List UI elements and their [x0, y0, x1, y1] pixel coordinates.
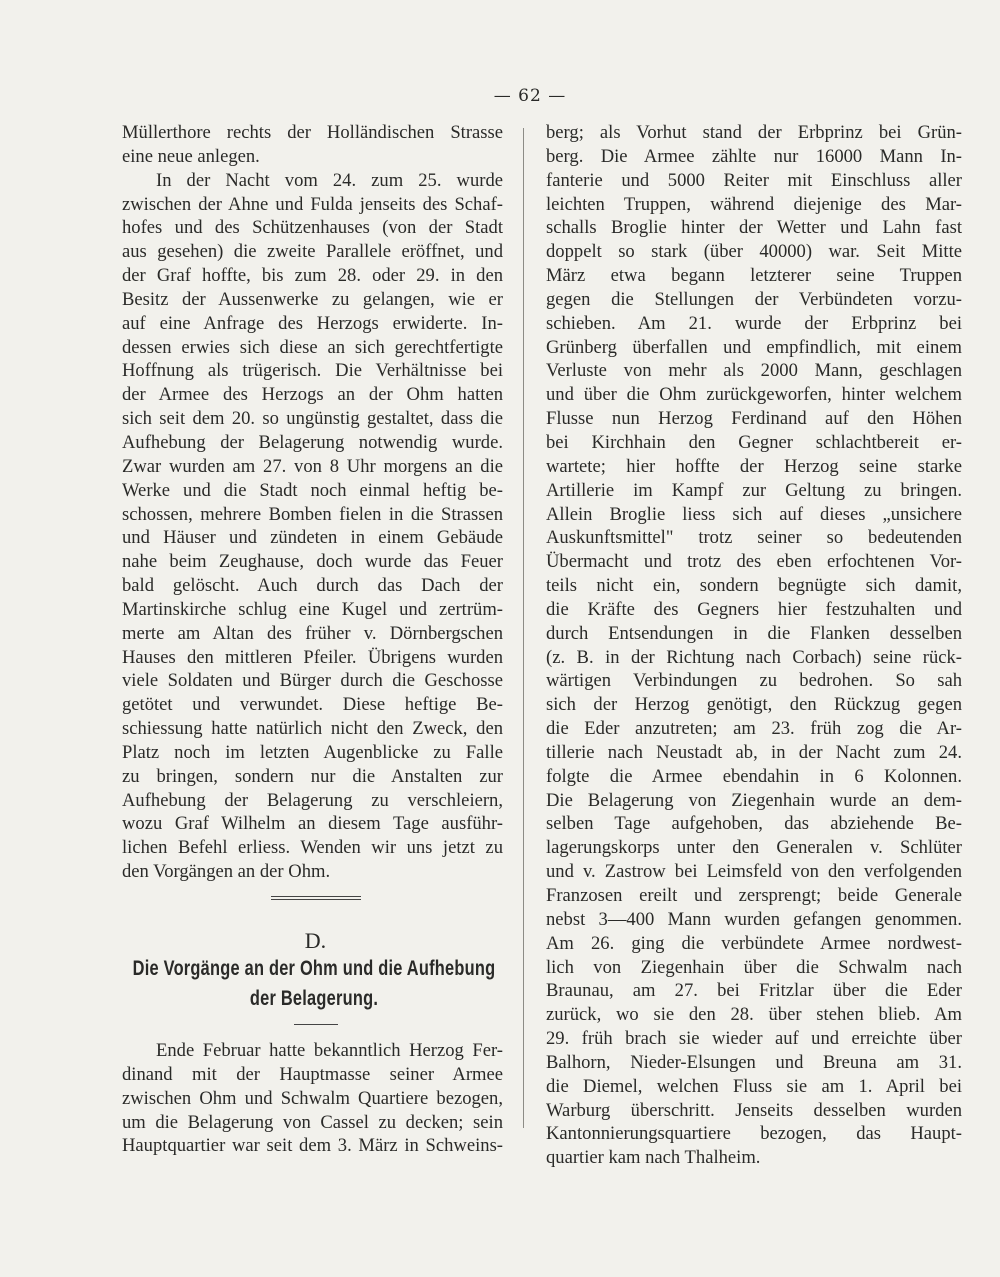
- text-line: In der Nacht vom 24. zum 25. wurde: [156, 169, 503, 191]
- text-line: um die Belagerung von Cassel zu decken; sein: [122, 1111, 503, 1133]
- text-line: nahe beim Zeughause, doch wurde das Feuer: [122, 551, 503, 573]
- text-line: merte am Altan des früher v. Dörnbergschen: [122, 622, 503, 644]
- text-line: sich der Herzog genötigt, den Rückzug gegen: [546, 694, 962, 716]
- text-line: und Häuser und zündeten in einem Gebäude: [122, 527, 503, 549]
- text-line: schalls Broglie hinter der Wetter und Lahn fast: [546, 217, 962, 239]
- left-column: [122, 121, 503, 1158]
- text-line: folgte die Armee ebendahin in 6 Kolonnen.: [546, 765, 962, 787]
- text-line: hofes und des Schützenhauses (von der Stadt: [122, 217, 503, 239]
- text-line: wärtigen Verbindungen zu bedrohen. So sah: [546, 670, 962, 692]
- page-number: — 62 —: [493, 86, 567, 106]
- text-line: wozu Graf Wilhelm an diesem Tage ausführ-: [122, 813, 503, 835]
- text-line: Hauses den mittleren Pfeiler. Übrigens wurden: [122, 646, 503, 668]
- text-line: gegen die Stellungen der Verbündeten vorzu-: [546, 288, 962, 310]
- text-line: Werke und die Stadt noch einmal heftig be-: [122, 479, 503, 501]
- section-divider-double: [271, 896, 361, 900]
- text-line: Ende Februar hatte bekanntlich Herzog Fer-: [156, 1040, 503, 1061]
- text-line: Zwar wurden am 27. von 8 Uhr morgens an die: [122, 455, 503, 477]
- text-line: zwischen der Ahne und Fulda jenseits des Schaf-: [122, 193, 503, 215]
- text-line: schossen, mehrere Bomben fielen in die Strassen: [122, 503, 503, 525]
- text-line: berg. Die Armee zählte nur 16000 Mann In-: [546, 145, 962, 167]
- text-line: die Diemel, welchen Fluss sie am 1. April bei: [546, 1075, 962, 1097]
- text-line: schiessung hatte natürlich nicht den Zweck, den: [122, 718, 503, 740]
- right-column: [546, 121, 962, 1170]
- text-line: Müllerthore rechts der Holländischen Strasse: [122, 122, 503, 143]
- text-line: fanterie und 5000 Reiter mit Einschluss aller: [546, 169, 962, 191]
- paragraph-3: [122, 1039, 503, 1158]
- text-line: selben Tage aufgehoben, das abziehende Be-: [546, 813, 962, 835]
- text-line: Martinskirche schlug eine Kugel und zertrüm-: [122, 598, 503, 620]
- text-line: Balhorn, Nieder-Elsungen und Breuna am 31.: [546, 1051, 962, 1073]
- text-line: aus gesehen) die zweite Parallele eröffnet, und: [122, 241, 503, 263]
- section-title-line: der Belagerung.: [249, 987, 379, 1010]
- text-line: Grünberg überfallen und empfindlich, mit einem: [546, 336, 962, 358]
- paragraph-1: [122, 121, 503, 169]
- text-line: wartete; hier hoffte der Herzog seine starke: [546, 455, 962, 477]
- text-line: 29. früh brach sie wieder auf und erreichte über: [546, 1028, 962, 1050]
- text-line: Flusse nun Herzog Ferdinand auf den Höhen: [546, 408, 962, 430]
- text-line: Am 26. ging die verbündete Armee nordwest-: [546, 932, 962, 954]
- text-line: die Eder anzutreten; am 23. früh zog die Ar-: [546, 718, 962, 740]
- text-line: Hauptquartier war seit dem 3. März in Schweins-: [122, 1135, 503, 1157]
- text-line: Aufhebung der Belagerung notwendig wurde.: [122, 431, 503, 453]
- text-line: auf eine Anfrage des Herzogs erwiderte. In-: [122, 312, 503, 334]
- text-line: getötet und verwundet. Diese heftige Be-: [122, 694, 503, 716]
- text-line: Auskunftsmittel" trotz seiner so bedeutenden: [546, 527, 962, 549]
- text-line: lichen Befehl erliess. Wenden wir uns jetzt zu: [122, 837, 503, 859]
- text-line: Braunau, am 27. bei Fritzlar über die Eder: [546, 980, 962, 1002]
- text-line: Platz noch im letzten Augenblicke zu Falle: [122, 741, 503, 763]
- text-line: zwischen Ohm und Schwalm Quartiere bezogen,: [122, 1087, 503, 1109]
- text-line: Artillerie im Kampf zur Geltung zu bringen.: [546, 479, 962, 501]
- text-line: Verluste von mehr als 2000 Mann, geschlagen: [546, 360, 962, 382]
- text-line: Franzosen ereilt und zersprengt; beide Generale: [546, 885, 962, 906]
- text-line: quartier kam nach Thalheim.: [546, 1147, 761, 1169]
- text-line: Kantonnierungsquartiere bezogen, das Haupt-: [546, 1123, 962, 1145]
- text-line: zurück, wo sie den 28. über stehen blieb. Am: [546, 1004, 962, 1026]
- text-line: tillerie nach Neustadt ab, in der Nacht zum 24.: [546, 741, 962, 763]
- text-line: Aufhebung der Belagerung zu verschleiern,: [122, 789, 503, 811]
- text-line: den Vorgängen an der Ohm.: [122, 861, 331, 883]
- text-line: bald gelöscht. Auch durch das Dach der: [122, 575, 503, 597]
- section-letter: D.: [304, 928, 327, 953]
- text-line: dinand mit der Hauptmasse seiner Armee: [122, 1063, 503, 1085]
- text-line: schieben. Am 21. wurde der Erbprinz bei: [546, 312, 962, 334]
- text-line: berg; als Vorhut stand der Erbprinz bei Grün-: [546, 122, 962, 143]
- text-line: doppelt so stark (über 40000) war. Seit Mitte: [546, 241, 962, 263]
- text-line: sich seit dem 20. so ungünstig gestaltet, dass die: [122, 408, 503, 430]
- text-line: nebst 3—400 Mann wurden gefangen genommen.: [546, 908, 962, 930]
- text-line: leichten Truppen, während diejenige des Mar-: [546, 193, 962, 215]
- text-line: teils nicht ein, sondern begnügte sich damit,: [546, 575, 962, 597]
- section-title-line: Die Vorgänge an der Ohm und die Aufhebung: [132, 957, 496, 980]
- text-line: der Armee des Herzogs an der Ohm hatten: [122, 384, 503, 406]
- section-title: [119, 954, 509, 1014]
- text-line: eine neue anlegen.: [122, 145, 260, 167]
- text-line: Hoffnung als trügerisch. Die Verhältnisse bei: [122, 360, 503, 382]
- text-line: der Graf hoffte, bis zum 28. oder 29. in den: [122, 265, 503, 287]
- text-line: bei Kirchhain den Gegner schlachtbereit er-: [546, 431, 962, 453]
- paragraph-2: [122, 169, 503, 884]
- text-line: Warburg überschritt. Jenseits desselben wurden: [546, 1099, 962, 1121]
- text-line: und über die Ohm zurückgeworfen, hinter welchem: [546, 384, 962, 406]
- text-line: Die Belagerung von Ziegenhain wurde an dem-: [546, 789, 962, 811]
- text-line: zu bringen, sondern nur die Anstalten zur: [122, 765, 503, 787]
- text-line: (z. B. in der Richtung nach Corbach) seine rück-: [546, 646, 962, 668]
- column-divider: [523, 128, 524, 1128]
- text-line: Besitz der Aussenwerke zu gelangen, wie er: [122, 288, 503, 310]
- text-line: Übermacht und trotz des eben erfochtenen Vor-: [546, 551, 962, 573]
- text-line: viele Soldaten und Bürger durch die Geschosse: [122, 670, 503, 692]
- text-line: lagerungskorps unter den Generalen v. Schlüter: [546, 837, 962, 859]
- text-line: lich von Ziegenhain über die Schwalm nach: [546, 956, 962, 978]
- text-line: März etwa begann letzterer seine Truppen: [546, 265, 962, 287]
- section-divider-single: [294, 1024, 338, 1025]
- text-line: Allein Broglie liess sich auf dieses „unsichere: [546, 503, 962, 525]
- text-line: und v. Zastrow bei Leimsfeld von den verfolgenden: [546, 861, 962, 883]
- text-line: die Kräfte des Gegners hier festzuhalten und: [546, 598, 962, 620]
- text-line: durch Entsendungen in die Flanken desselben: [546, 622, 962, 644]
- text-line: dessen erwies sich diese an sich gerechtfertigte: [122, 336, 503, 358]
